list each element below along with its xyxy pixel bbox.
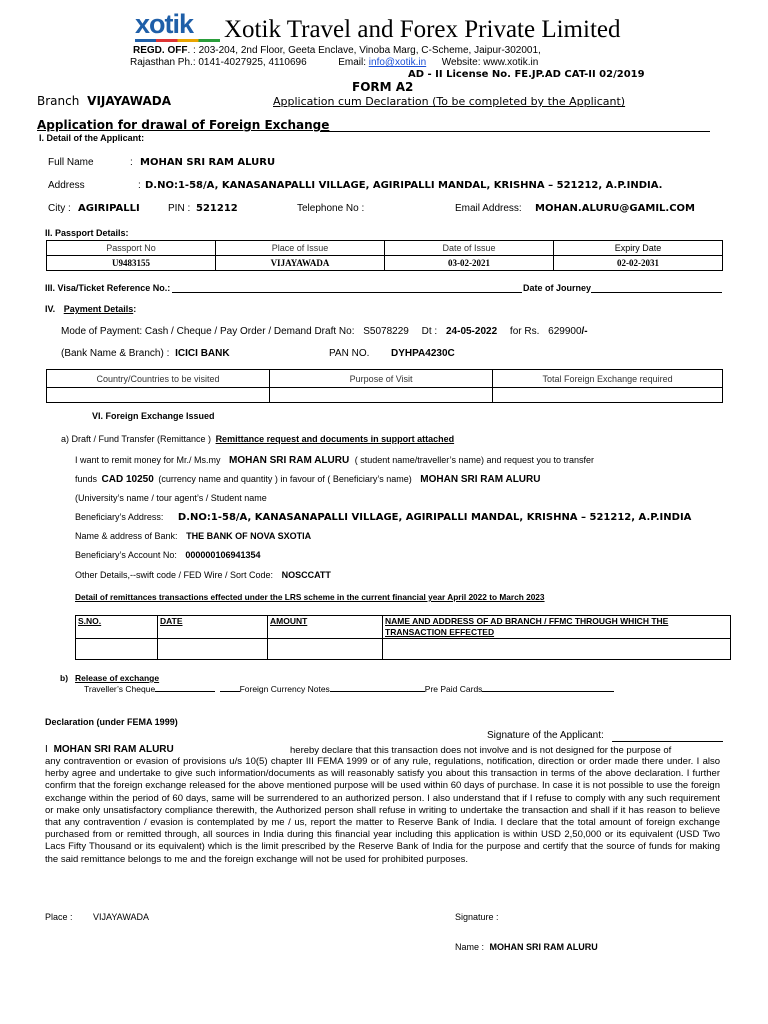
bank-value: ICICI BANK [175,348,230,359]
place-value: VIJAYAWADA [93,912,150,922]
form-number: FORM A2 [352,80,414,94]
lrs-header-row [76,616,731,639]
release-item-fcn: Foreign Currency Notes [239,684,330,694]
dt-value: 24-05-2022 [445,326,498,337]
declaration-lead: hereby declare that this transaction does not involve and is not designed for the purpose of [290,745,672,756]
lrs-header-cell: DATE [158,616,268,639]
passport-header-cell: Expiry Date [554,241,723,256]
release-label: b) [60,673,69,683]
pan-label: PAN NO. [329,348,370,359]
registered-office [133,45,541,56]
funds-label: funds [75,474,98,484]
release-line [84,684,614,694]
lrs-empty-row [76,639,731,660]
remit-text2: ( student name/traveller’s name) and request you to transfer [354,455,595,465]
amount-value: 629900 [548,326,582,337]
declaration-i: I [45,744,48,755]
full-name-label: Full Name [48,157,94,168]
passport-header-cell: Passport No [47,241,216,256]
dd-number: S5078229 [363,326,409,337]
payment-heading: IV. Payment Details: [45,304,137,314]
email-address-label: Email Address: [455,203,522,214]
funds-text: (currency name and quantity ) in favour of ( Beneficiary’s name) [158,474,412,484]
company-name: Xotik Travel and Forex Private Limited [224,16,621,43]
lrs-cell [268,639,383,660]
other-details-line [75,570,331,580]
funds-line [75,474,540,485]
declaration-lead-line [45,744,174,755]
branch-value: VIJAYAWADA [87,94,172,108]
email-link[interactable]: info@xotik.in [368,57,427,68]
draft-label: a) Draft / Fund Transfer (Remittance ) [61,434,212,444]
address-label: Address [48,180,85,191]
city-value: AGIRIPALLI [78,203,140,214]
full-name-colon: : [130,157,133,168]
full-name-value: MOHAN SRI RAM ALURU [140,157,276,168]
contact-line [130,57,538,68]
account-line [75,550,261,560]
remit-line [75,455,594,466]
bank-name-line [75,531,311,541]
footer-name-line [455,942,598,952]
place-label: Place : [45,912,73,922]
pin-label: PIN : [168,203,191,214]
footer-name-value: MOHAN SRI RAM ALURU [489,942,598,952]
email-label: Email: [338,57,366,68]
website: Website: www.xotik.in [441,57,539,68]
other-details-value: NOSCCATT [281,570,331,580]
visit-cell [270,388,493,403]
telephone-label: Telephone No : [297,203,365,214]
visit-empty-row [47,388,723,403]
visit-header-cell: Country/Countries to be visited [47,370,270,388]
passport-issue-date: 03-02-2021 [385,256,554,271]
payment-heading-num: IV. [45,304,56,314]
license-no: AD - II License No. FE.JP.AD CAT-II 02/2019 [408,69,645,80]
other-details-label: Other Details,--swift code / FED Wire / Sort Code: [75,570,274,580]
journey-line [591,292,722,293]
address-value: D.NO:1-58/A, KANASANAPALLI VILLAGE, AGIRIPALLI MANDAL, KRISHNA – 521212, A.P.INDIA. [145,180,663,191]
lrs-cell [383,639,731,660]
city-label: City : [48,203,71,214]
account-label: Beneficiary’s Account No: [75,550,177,560]
lrs-cell [76,639,158,660]
bank-name-label: Name & address of Bank: [75,531,178,541]
footer-name-label: Name : [455,942,485,952]
draft-link-text: Remittance request and documents in support attached [215,434,455,444]
release-heading: Release of exchange [75,673,160,683]
declaration-body: any contravention or evasion of provisions u/s 10(5) chapter III FEMA 1999 or of any rule, regulations, notification, direction or order made there under. I also herby agree and undertake to give such information/documents as will reasonably satisfy you about this transaction in terms of the above declaration. I further confirm that the foreign exchange released for the above mentioned purpose will be used within 60 days of purchase. In case it is not possible to use the foreign exchange within the period of 60 days, same will be surrendered to an authorized person. I also understand that if I refuse to comply with any such requirement or make only unsatisfactory compliance therewith, the Authorized person shall refuse in writing to undertake the transaction and shall if it has reason to believe that any contravention / evasion is contemplated by me / us, report the matter to Reserve Bank of India. I declare that the total amount of foreign exchange purchased from or remitted through, all sources in India during this financial year including this application is within USD 2,50,000 or its equivalent (USD Two Lacs Fifty Thousand or its equivalent) which is the limit prescribed by the Reserve Bank of India for the purpose and certify that the source of funds for making the said remittance belongs to me and the foreign exchange will not be used for prohibited purposes. [45,756,720,865]
visa-line [172,292,522,293]
branch-label: Branch [37,94,80,108]
branch-line [37,94,171,108]
visit-header-cell: Purpose of Visit [270,370,493,388]
account-value: 000000106941354 [185,550,261,560]
draft-line [61,434,454,444]
lrs-header-cell: AMOUNT [268,616,383,639]
declaration-name: MOHAN SRI RAM ALURU [53,744,174,755]
bank-label: (Bank Name & Branch) : [61,348,170,359]
funds-value: CAD 10250 [101,474,154,485]
beneficiary-name: MOHAN SRI RAM ALURU [420,474,541,485]
section-title: Application for drawal of Foreign Exchange [37,118,330,132]
lrs-cell [158,639,268,660]
visit-header-cell: Total Foreign Exchange required [493,370,723,388]
logo-text: xotik [135,9,194,39]
application-note: Application cum Declaration (To be completed by the Applicant) [273,95,626,108]
university-line: (University’s name / tour agent’s / Student name [75,493,267,503]
visa-label: III. Visa/Ticket Reference No.: [45,283,171,293]
visit-table [46,369,723,403]
email-address-value: MOHAN.ALURU@GAMIL.COM [535,203,696,214]
phone-line: Rajasthan Ph.: 0141-4027925, 4110696 [130,57,307,68]
lrs-table [75,615,731,660]
passport-place: VIJAYAWADA [216,256,385,271]
passport-expiry-date: 02-02-2031 [554,256,723,271]
payment-mode-text: Mode of Payment: Cash / Cheque / Pay Order / Demand Draft No: [61,326,355,337]
bank-name-value: THE BANK OF NOVA SXOTIA [186,531,312,541]
regd-label: REGD. OFF [133,45,188,56]
payment-mode-line [61,326,588,337]
footer-signature-label: Signature : [455,912,499,922]
release-item-ppc: Pre Paid Cards [424,684,483,694]
logo-stripe [135,39,220,42]
passport-value-row [47,256,723,271]
dt-label: Dt : [421,326,438,337]
passport-header-row [47,241,723,256]
fx-issued-heading: VI. Foreign Exchange Issued [92,411,215,421]
beneficiary-address-label: Beneficiary’s Address: [75,512,164,522]
remit-name: MOHAN SRI RAM ALURU [229,455,350,466]
passport-heading: II. Passport Details: [45,228,129,238]
passport-header-cell: Date of Issue [385,241,554,256]
passport-number: U9483155 [47,256,216,271]
journey-label: Date of Journey [523,283,592,293]
pan-value: DYHPA4230C [391,348,455,359]
lrs-header-cell: S.NO. [76,616,158,639]
for-rs-label: for Rs. [509,326,540,337]
lrs-text: Detail of remittances transactions effected under the LRS scheme in the current financial year April 2022 to March 2023 [75,592,545,602]
address-colon: : [138,180,141,191]
applicant-heading: I. Detail of the Applicant: [39,133,145,143]
bank-line [61,348,230,359]
visit-header-row [47,370,723,388]
passport-table [46,240,723,271]
amount-suffix: /- [581,326,588,337]
payment-heading-text: Payment Details [63,304,134,314]
company-logo [135,10,220,42]
declaration-heading: Declaration (under FEMA 1999) [45,717,178,727]
regd-address: . : 203-204, 2nd Floor, Geeta Enclave, Vinoba Marg, C-Scheme, Jaipur-302001, [187,45,541,56]
passport-header-cell: Place of Issue [216,241,385,256]
lrs-header-cell: NAME AND ADDRESS OF AD BRANCH / FFMC THROUGH WHICH THE TRANSACTION EFFECTED [383,616,731,639]
visit-cell [47,388,270,403]
title-underline [320,131,710,132]
visit-cell [493,388,723,403]
applicant-signature-label: Signature of the Applicant: [487,730,604,741]
applicant-signature-line [612,741,723,742]
remit-text: I want to remit money for Mr./ Ms.my [75,455,221,465]
beneficiary-address-line [75,512,691,523]
pin-value: 521212 [196,203,238,214]
beneficiary-address-value: D.NO:1-58/A, KANASANAPALLI VILLAGE, AGIRIPALLI MANDAL, KRISHNA – 521212, A.P.INDIA [177,512,692,523]
release-item-tc: Traveller’s Cheque [84,684,156,694]
